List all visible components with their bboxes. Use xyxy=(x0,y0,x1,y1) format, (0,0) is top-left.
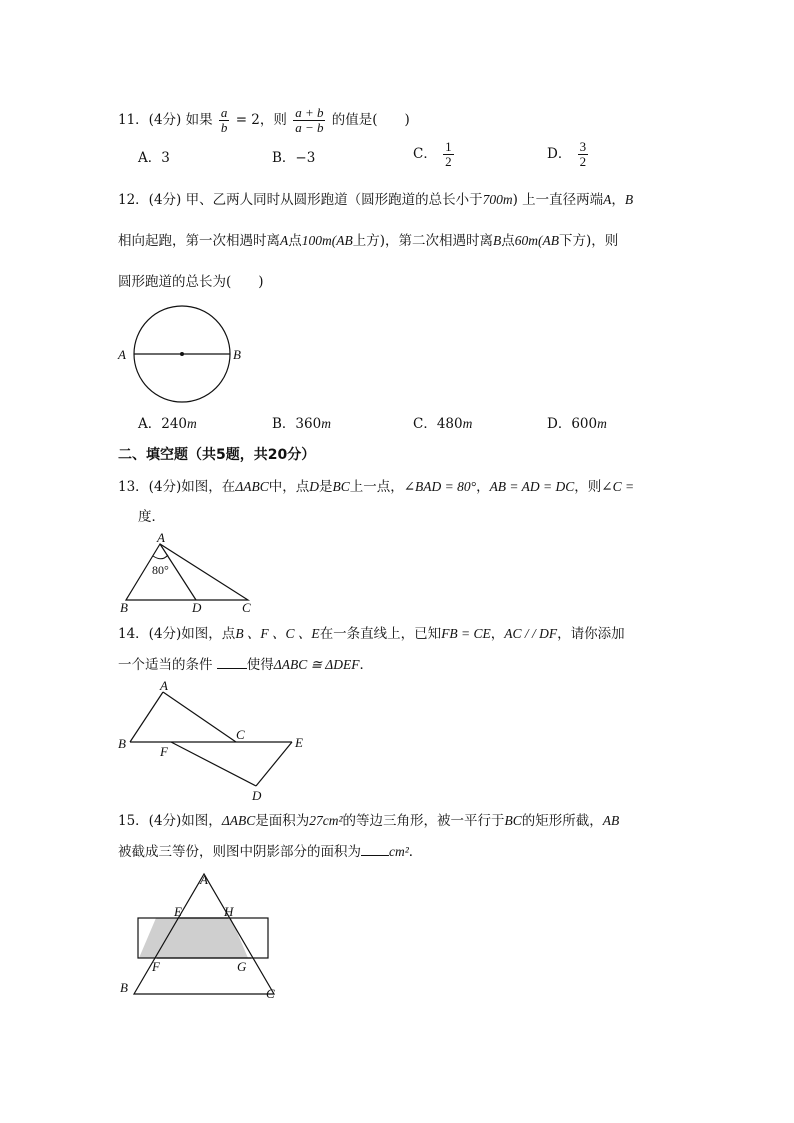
svg-text:H: H xyxy=(224,904,234,919)
question-12-line-1: 12．(4分) 甲、乙两人同时从圆形跑道（圆形跑道的总长小于700m) 上一直径两端A，B xyxy=(118,192,634,208)
question-14-line-1: 14．(4分)如图，点B 、F 、C 、E在一条直线上，已知FB = CE，AC / / DF，请你添加 xyxy=(118,626,625,642)
q12-option-a[interactable]: A．240m xyxy=(138,416,197,432)
question-14-line-2: 一个适当的条件 使得ΔABC ≅ ΔDEF． xyxy=(118,657,373,673)
label-a: A xyxy=(118,347,126,362)
fraction-a-over-b: $\frac{a}{b}$ xyxy=(220,105,228,135)
svg-text:80°: 80° xyxy=(152,563,169,577)
svg-text:B: B xyxy=(120,980,128,995)
svg-text:G: G xyxy=(237,959,247,974)
segment-ac xyxy=(163,692,236,742)
svg-text:C: C xyxy=(266,986,275,1001)
svg-text:A: A xyxy=(200,872,208,887)
angle-arc xyxy=(153,555,168,559)
q11-option-a[interactable]: A．3 xyxy=(138,150,170,166)
segment-fd xyxy=(171,742,256,786)
svg-text:C: C xyxy=(242,600,251,615)
q12-option-c[interactable]: C．480m xyxy=(413,416,473,432)
question-11: 11．(4分) 如果 $\frac{a}{b}$ = 2，则 $\frac{a + b}{a - b}$ 的值是( ) xyxy=(118,105,410,135)
q12-option-b[interactable]: B．360m xyxy=(272,416,331,432)
triangles-figure-14 xyxy=(116,676,316,806)
svg-text:B: B xyxy=(118,736,126,751)
triangle-rectangle-figure-15 xyxy=(116,870,286,1004)
fraction-sum-over-diff: $\frac{a + b}{a - b}$ xyxy=(295,105,324,135)
svg-text:A: A xyxy=(160,678,168,693)
answer-blank[interactable] xyxy=(361,843,389,856)
q11-option-c[interactable]: C． $\frac{1}{2}$ xyxy=(413,139,452,169)
answer-blank[interactable] xyxy=(217,656,247,669)
q11-option-d[interactable]: D． $\frac{3}{2}$ xyxy=(547,139,587,169)
svg-text:F: F xyxy=(160,744,168,759)
question-12-line-2: 相向起跑，第一次相遇时离A点100m(AB上方)，第二次相遇时离B点60m(AB下方)，则 xyxy=(118,233,619,249)
svg-text:E: E xyxy=(295,735,303,750)
shaded-region xyxy=(139,918,248,958)
question-12-line-3: 圆形跑道的总长为( ) xyxy=(118,274,264,290)
triangle-abc-figure-13 xyxy=(116,532,266,616)
svg-text:B: B xyxy=(120,600,128,615)
question-13-line-1: 13．(4分)如图，在ΔABC中，点D是BC上一点，∠BAD = 80°，AB = AD = DC，则∠C = xyxy=(118,479,635,495)
svg-text:C: C xyxy=(236,727,245,742)
center-dot xyxy=(180,352,184,356)
triangle-abc xyxy=(126,544,248,600)
label-b: B xyxy=(233,347,241,362)
svg-text:E: E xyxy=(174,904,182,919)
circle-track-figure xyxy=(118,300,248,410)
svg-text:A: A xyxy=(157,530,165,545)
svg-text:D: D xyxy=(252,788,262,803)
segment-ed xyxy=(256,742,292,786)
svg-text:F: F xyxy=(152,959,160,974)
section-2-title: 二、填空题（共5题，共20分） xyxy=(118,447,316,463)
q12-option-d[interactable]: D．600m xyxy=(547,416,607,432)
question-15-line-1: 15．(4分)如图，ΔABC是面积为27cm²的等边三角形，被一平行于BC的矩形所截，AB xyxy=(118,813,620,829)
question-15-line-2: 被截成三等份，则图中阴影部分的面积为 cm²． xyxy=(118,844,423,860)
q11-option-b[interactable]: B．−3 xyxy=(272,150,316,166)
segment-ab xyxy=(130,692,163,742)
svg-text:D: D xyxy=(192,600,202,615)
question-13-line-2: 度． xyxy=(138,509,165,525)
